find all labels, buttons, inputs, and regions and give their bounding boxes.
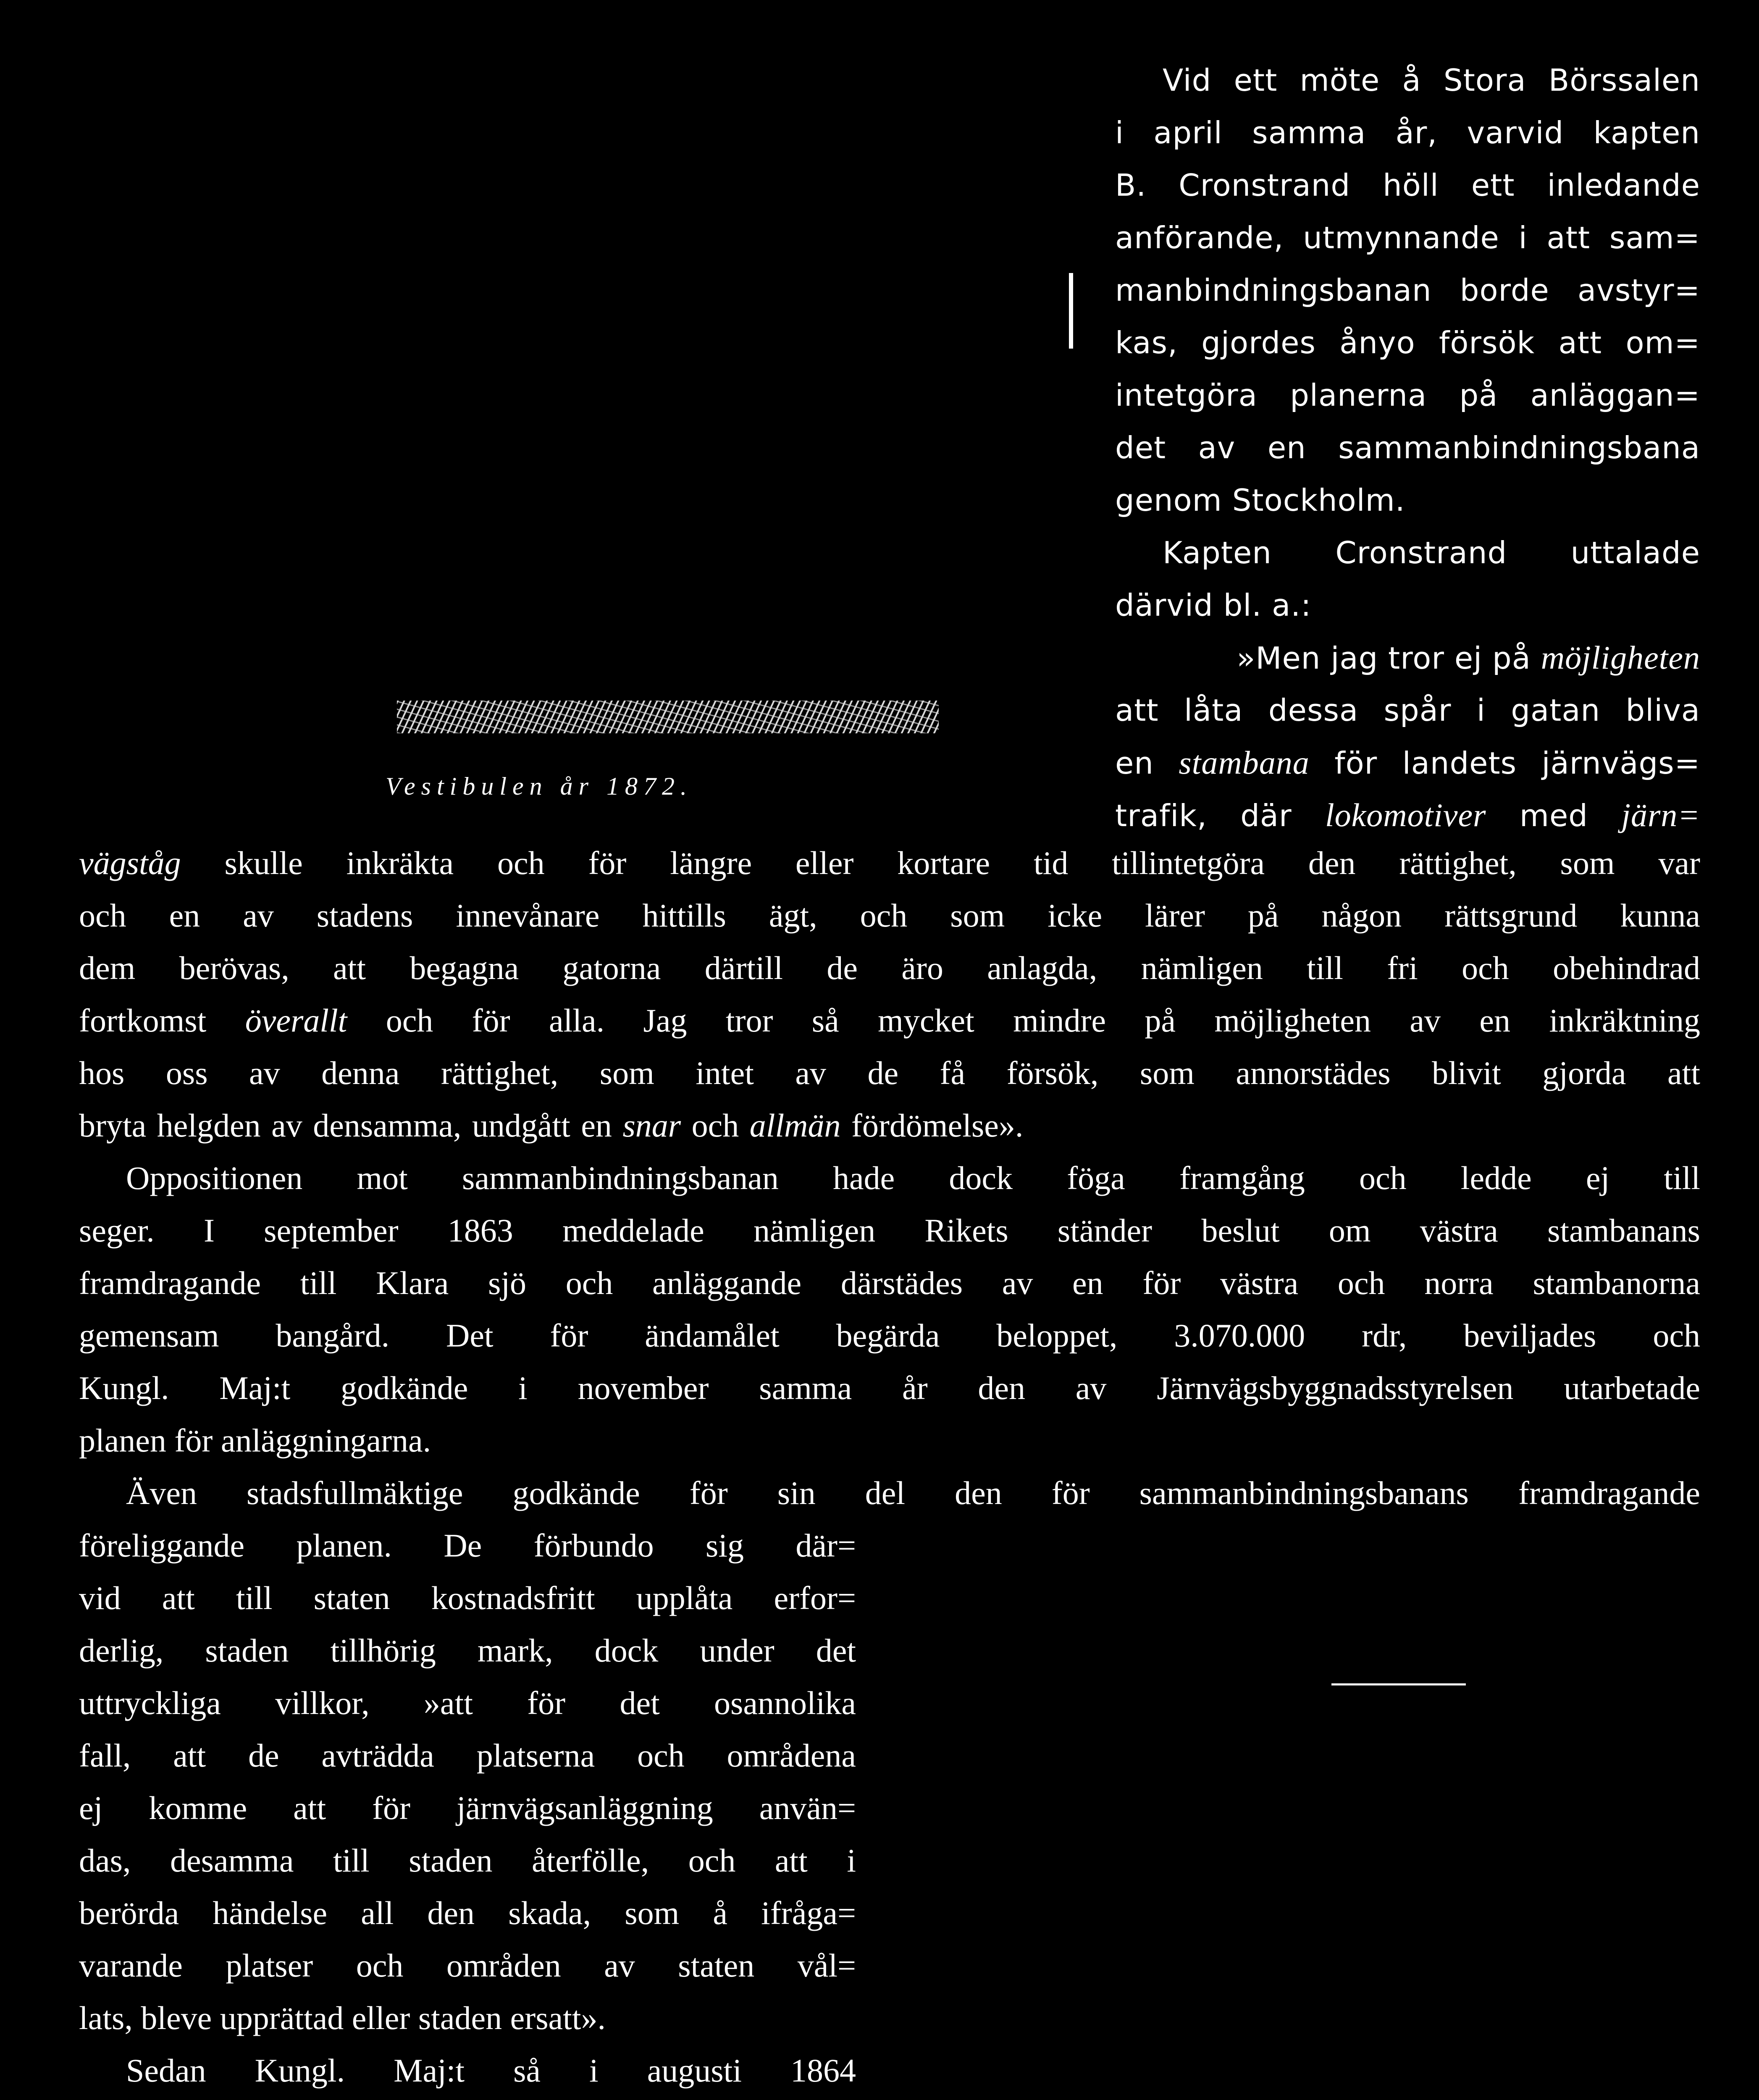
right-line-9: genom Stockholm. [1115, 483, 1405, 518]
body-line-6-mid: och [691, 1107, 739, 1144]
left-line-1: föreliggande planen. De förbundo sig där= [79, 1527, 856, 1564]
decorative-rule [1331, 1683, 1466, 1685]
word-stambana: stambana [1179, 744, 1310, 781]
left-line-5: fall, att de avträdda platserna och områdena [79, 1737, 856, 1774]
right-line-4: anförande, utmynnande i att sam= [1115, 220, 1700, 255]
right-line-14 [1115, 740, 1700, 786]
right-line-12 [1140, 635, 1700, 681]
word-allman: allmän [749, 1107, 841, 1144]
body-line-1-text: skulle inkräkta och för längre eller kortare tid tillintetgöra den rättighet, som var [224, 845, 1701, 881]
word-med: med [1519, 798, 1588, 833]
body-line-4 [79, 998, 1700, 1044]
body-line-10: gemensam bangård. Det för ändamålet begärda beloppet, 3.070.000 rdr, beviljades och [79, 1317, 1700, 1354]
body-line-6-post: fördömelse». [851, 1107, 1024, 1144]
body-line-4-post: och för alla. Jag tror så mycket mindre på möjligheten av en inkräktning [386, 1002, 1700, 1039]
quote-opening: »Men jag tror ej på [1237, 640, 1531, 676]
right-line-5: manbindningsbanan borde avstyr= [1115, 273, 1700, 308]
word-en: en [1115, 746, 1154, 781]
word-trafik: trafik, där [1115, 798, 1292, 833]
right-line-10: Kapten Cronstrand uttalade [1163, 535, 1700, 570]
right-line-7: intetgöra planerna på anläggan= [1115, 378, 1700, 413]
word-for-landets: för landets järnvägs= [1334, 746, 1701, 781]
left-line-4: uttryckliga villkor, »att för det osannolika [79, 1685, 856, 1721]
left-line-9: varande platser och områden av staten vål= [79, 1947, 856, 1984]
body-line-9: framdragande till Klara sjö och anläggande därstädes av en för västra och norra stambanorna [79, 1265, 1700, 1301]
caption-vestibulen: Vestibulen år 1872. [386, 772, 693, 800]
quote-italic: möjligheten [1541, 639, 1700, 676]
body-line-1 [79, 840, 1700, 886]
body-line-5: hos oss av denna rättighet, som intet av de få försök, som annorstädes blivit gjorda att [79, 1055, 1700, 1091]
body-line-6 [79, 1102, 1023, 1149]
left-line-10: lats, bleve upprättad eller staden ersatt». [79, 2000, 606, 2036]
word-jarn: järn= [1621, 797, 1700, 833]
body-line-11: Kungl. Maj:t godkände i november samma år den av Järnvägsbyggnadsstyrelsen utarbetade [79, 1370, 1700, 1406]
body-line-2: och en av stadens innevånare hittills ägt, och som icke lärer på någon rättsgrund kunna [79, 897, 1700, 934]
right-line-13: att låta dessa spår i gatan bliva [1115, 693, 1700, 728]
left-line-8: berörda händelse all den skada, som å ifråga= [79, 1895, 856, 1931]
body-line-4-pre: fortkomst [79, 1002, 207, 1039]
left-line-11: Sedan Kungl. Maj:t så i augusti 1864 [126, 2052, 856, 2089]
body-line-7: Oppositionen mot sammanbindningsbanan hade dock föga framgång och ledde ej till [126, 1160, 1700, 1196]
word-lokomotiver: lokomotiver [1325, 797, 1486, 833]
right-line-3: B. Cronstrand höll ett inledande [1115, 168, 1700, 203]
right-line-15 [1115, 792, 1700, 839]
body-line-6-pre: bryta helgden av densamma, undgått en [79, 1107, 612, 1144]
left-line-7: das, desamma till staden återfölle, och att i [79, 1842, 856, 1879]
left-line-6: ej komme att för järnvägsanläggning använ= [79, 1790, 856, 1826]
body-line-8: seger. I september 1863 meddelade nämligen Rikets ständer beslut om västra stambanans [79, 1212, 1700, 1249]
right-line-11: därvid bl. a.: [1115, 588, 1312, 623]
body-line-3: dem berövas, att begagna gatorna därtill de äro anlagda, nämligen till fri och obehindrad [79, 950, 1700, 986]
body-line-13: Även stadsfullmäktige godkände för sin del den för sammanbindningsbanans framdragande [126, 1475, 1700, 1511]
word-snar: snar [622, 1107, 681, 1144]
body-line-12: planen för anläggningarna. [79, 1422, 431, 1459]
left-line-3: derlig, staden tillhörig mark, dock under det [79, 1632, 856, 1669]
word-vagstag: vägståg [79, 845, 181, 881]
right-line-2: i april samma år, varvid kapten [1115, 115, 1700, 150]
word-overallt: överallt [245, 1002, 347, 1039]
photo-remnant [397, 701, 939, 733]
right-line-6: kas, gjordes ånyo försök att om= [1115, 325, 1700, 360]
right-line-8: det av en sammanbindningsbana [1115, 430, 1700, 465]
right-line-1: Vid ett möte å Stora Börssalen [1163, 63, 1700, 98]
margin-rule [1069, 273, 1073, 349]
left-line-2: vid att till staten kostnadsfritt upplåta erfor= [79, 1580, 856, 1616]
